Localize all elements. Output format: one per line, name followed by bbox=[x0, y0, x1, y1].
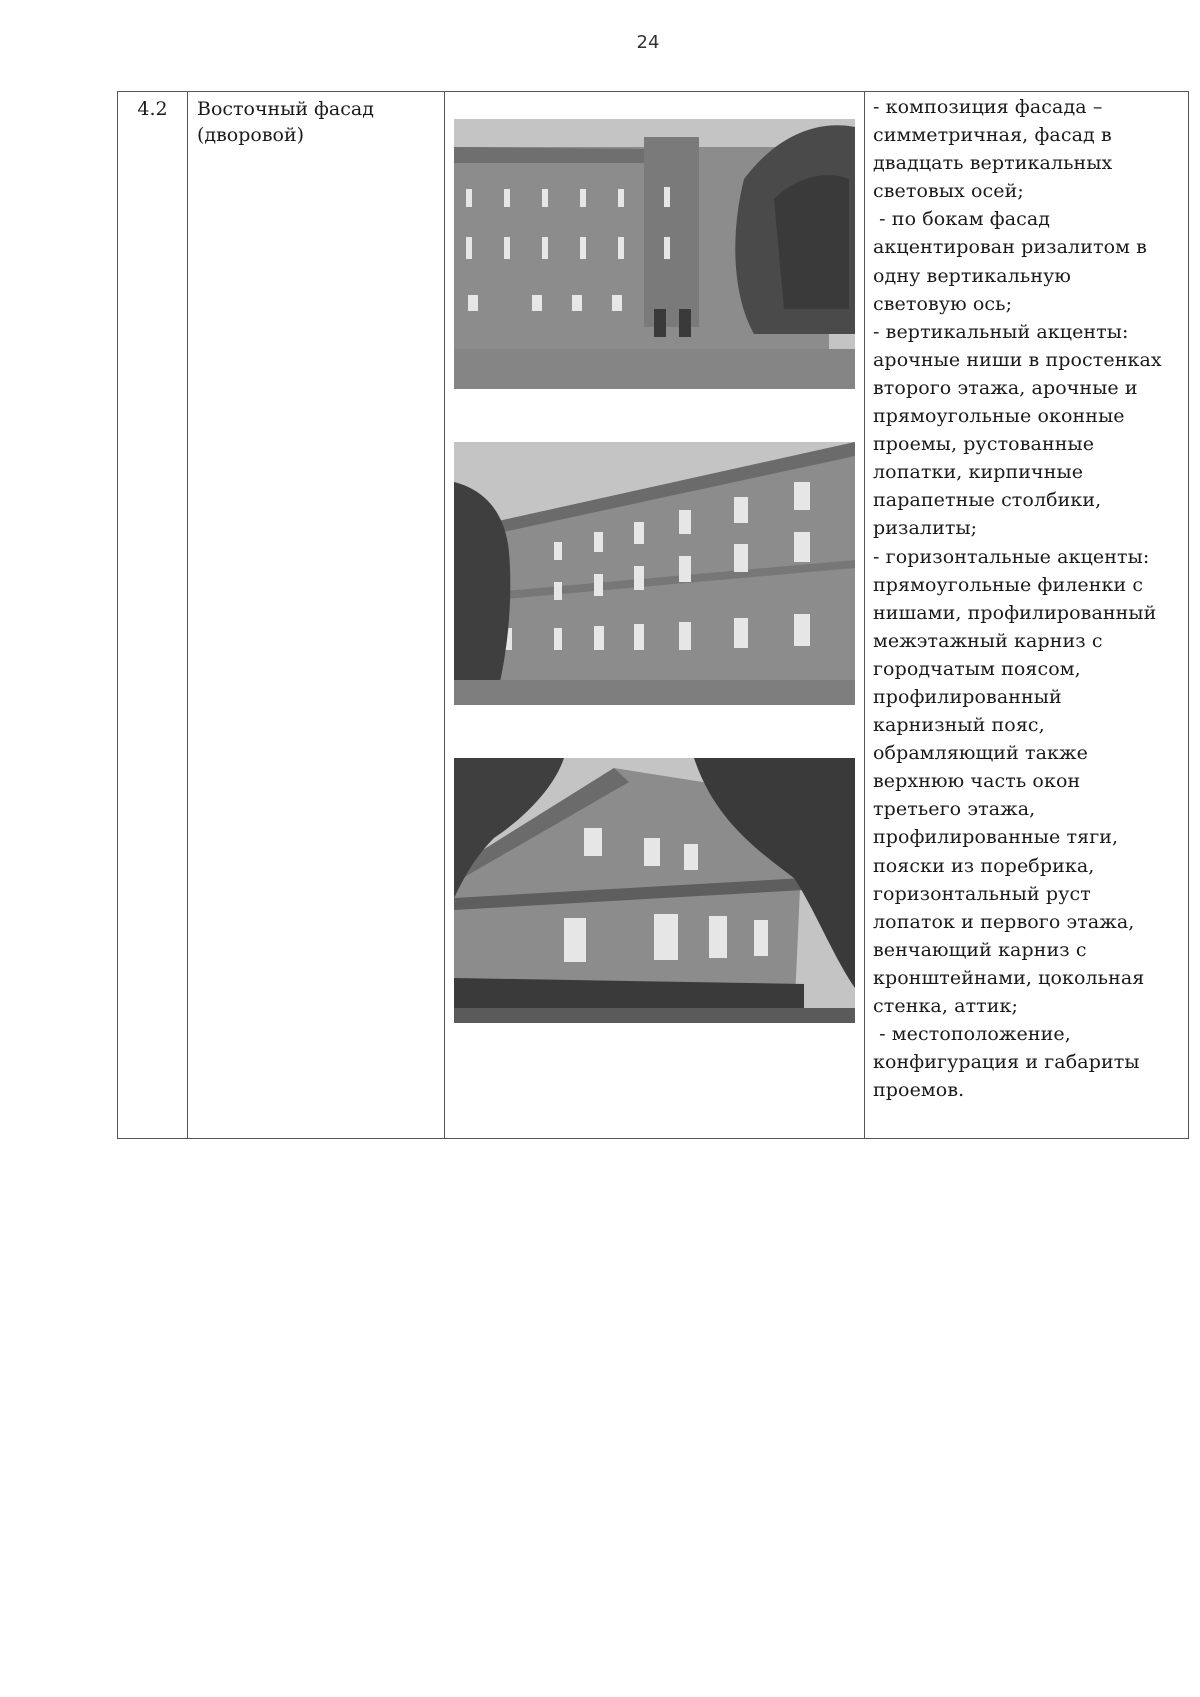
description-line: - горизонтальные акценты: bbox=[873, 545, 1150, 568]
description-line: нишами, профилированный bbox=[873, 601, 1157, 624]
facade-photo-3 bbox=[454, 758, 855, 1023]
description-line: пояски из поребрика, bbox=[873, 854, 1095, 877]
description-line: проемов. bbox=[873, 1079, 965, 1102]
description-line: горизонтальный руст bbox=[873, 882, 1091, 905]
table-row bbox=[118, 92, 1189, 1139]
description-line: - композиция фасада – bbox=[873, 96, 1103, 118]
description-line: акцентирован ризалитом в bbox=[873, 236, 1147, 259]
facade-table bbox=[117, 91, 1189, 1139]
facade-name bbox=[188, 92, 445, 1139]
description-line: межэтажный карниз с bbox=[873, 629, 1103, 652]
description-line: карнизный пояс, bbox=[873, 714, 1045, 737]
description-line: прямоугольные оконные bbox=[873, 405, 1125, 428]
description-line: стенка, аттик; bbox=[873, 995, 1019, 1017]
description-line: парапетные столбики, bbox=[873, 489, 1102, 512]
photos-cell bbox=[445, 92, 865, 1139]
description-line: световую ось; bbox=[873, 292, 1013, 315]
description-line: двадцать вертикальных bbox=[873, 152, 1113, 175]
facade-name-line: Восточный фасад bbox=[197, 98, 374, 120]
description-line: одну вертикальную bbox=[873, 264, 1071, 287]
description-line: второго этажа, арочные и bbox=[873, 376, 1138, 399]
facade-name-line: (дворовой) bbox=[197, 124, 305, 146]
description-line: прямоугольные филенки с bbox=[873, 573, 1144, 596]
description-line: профилированный bbox=[873, 685, 1062, 708]
description-line: световых осей; bbox=[873, 180, 1024, 203]
description-line: - вертикальный акценты: bbox=[873, 320, 1129, 343]
description-line: лопаток и первого этажа, bbox=[873, 910, 1135, 933]
description-line: профилированные тяги, bbox=[873, 826, 1119, 849]
description-cell bbox=[865, 92, 1189, 1139]
description-line: городчатым поясом, bbox=[873, 657, 1081, 680]
facade-photo-2 bbox=[454, 442, 855, 705]
description-line: обрамляющий также bbox=[873, 742, 1088, 765]
description-line: арочные ниши в простенках bbox=[873, 348, 1162, 371]
description-line: - по бокам фасад bbox=[873, 208, 1051, 231]
description-line: третьего этажа, bbox=[873, 798, 1036, 821]
description-line: симметричная, фасад в bbox=[873, 124, 1112, 147]
description-line: проемы, рустованные bbox=[873, 433, 1095, 456]
description-line: венчающий карниз с bbox=[873, 938, 1087, 961]
description-line: - местоположение, bbox=[873, 1023, 1071, 1046]
description-line: верхнюю часть окон bbox=[873, 770, 1081, 793]
row-number: 4.2 bbox=[118, 92, 188, 1139]
description-line: ризалиты; bbox=[873, 517, 978, 540]
description-line: конфигурация и габариты bbox=[873, 1051, 1140, 1074]
facade-photo-1 bbox=[454, 119, 855, 389]
page-number: 24 bbox=[636, 32, 660, 53]
description-line: лопатки, кирпичные bbox=[873, 461, 1084, 484]
description-line: кронштейнами, цокольная bbox=[873, 966, 1145, 989]
